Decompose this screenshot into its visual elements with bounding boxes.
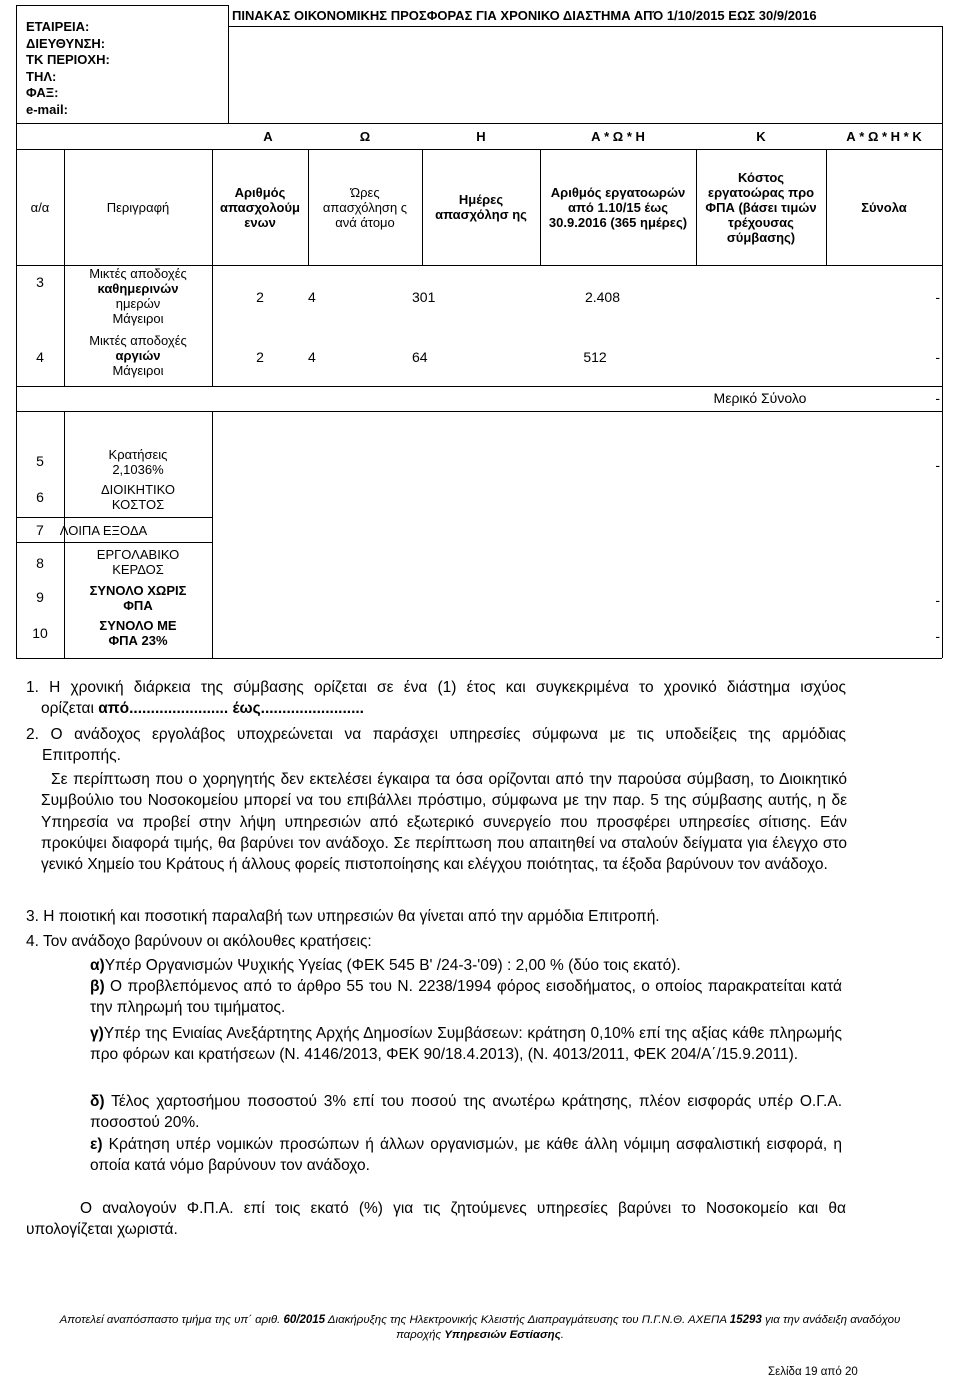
summary-line: ΕΡΓΟΛΑΒΙΚΟ (96, 547, 180, 562)
row-hours: 4 (308, 288, 316, 305)
deduction-c-text: Υπέρ της Ενιαίας Ανεξάρτητης Αρχής Δημοσίων Συμβάσεων: κράτηση 0,10% επί της αξίας κάθε πληρωμής προ φόρων και κρατήσεων (Ν. 4146/2013, ΦΕΚ 90/18.4.2013), (Ν. 4013/2011, ΦΕΚ 204/Α΄/15.9.2011). (90, 1025, 842, 1064)
col-desc: Περιγραφή (106, 199, 170, 215)
summary-value: - (935, 591, 940, 608)
footer-note (0, 1313, 960, 1343)
row-aa: 3 (36, 273, 44, 290)
grid-line (16, 542, 212, 543)
term-1-prefix: ορίζεται (41, 700, 94, 717)
deduction-d (90, 1091, 842, 1134)
desc-line: αργιών (115, 347, 161, 363)
row-desc (64, 265, 212, 327)
col-days: Ημέρες απασχόλησ ης (435, 192, 527, 222)
summary-aa: 5 (36, 452, 44, 469)
footer-line-2 (0, 1328, 960, 1343)
footer-text: Διακήρυξης της Ηλεκτρονικής Κλειστής Διαπραγμάτευσης του Π.Γ.Ν.Θ. ΑΧΕΠΑ (325, 1314, 730, 1326)
deduction-e-label: ε) (90, 1136, 103, 1153)
col-cost: Κόστος εργατοώρας προ ΦΠΑ (βάσει τιμών τρέχουσας σύμβασης) (705, 169, 817, 245)
summary-aa: 7 (36, 521, 44, 538)
summary-desc (64, 581, 212, 615)
company-field: ΔΙΕΥΘΥΝΣΗ: (26, 35, 106, 51)
row-hours: 4 (308, 348, 316, 365)
deduction-a-label: α) (90, 957, 105, 974)
deduction-b-text: Ο προβλεπόμενος από το άρθρο 55 του Ν. 2238/1994 φόρος εισοδήματος, ο οποίος παρακρατείται κατά την πληρωμή του τιμήματος. (90, 978, 842, 1017)
formula-o: Ω (359, 128, 371, 144)
deduction-e (90, 1134, 842, 1177)
formula-a: Α (263, 128, 273, 144)
summary-desc (64, 545, 212, 579)
deduction-d-label: δ) (90, 1093, 105, 1110)
formula-k: Κ (756, 128, 766, 144)
term-3: 3. Η ποιοτική και ποσοτική παραλαβή των υπηρεσιών θα γίνεται από την αρμόδια Επιτροπή. (26, 908, 660, 925)
summary-aa: 9 (36, 588, 44, 605)
formula-h: Η (476, 128, 486, 144)
desc-line: Μάγειροι (112, 311, 164, 326)
grid-line (16, 5, 228, 6)
summary-line: 2,1036% (112, 462, 164, 477)
footer-text: για την ανάδειξη αναδόχου (761, 1314, 901, 1326)
desc-line: Μικτές αποδοχές (89, 266, 187, 281)
summary-value: - (935, 456, 940, 473)
summary-desc (64, 616, 212, 650)
deduction-a-text: Υπέρ Οργανισμών Ψυχικής Υγείας (ΦΕΚ 545 Β' /24-3-'09) : 2,00 % (δύο τοις εκατό). (104, 957, 681, 974)
term-1-line-b (26, 698, 846, 719)
grid-line (16, 517, 212, 518)
footer-text: Αποτελεί αναπόσπαστο τμήμα της υπ΄ αριθ. (59, 1314, 284, 1326)
page-number: Σελίδα 19 από 20 (768, 1366, 858, 1378)
summary-line: ΣΥΝΟΛΟ ΜΕ (99, 618, 177, 633)
row-desc (64, 328, 212, 382)
deduction-e-text: Κράτηση υπέρ νομικών προσώπων ή άλλων οργανισμών, με κάθε άλλη νόμιμη ασφαλιστική εισφορά, η οποία κατά νόμο βαρύνουν τον ανάδοχο. (90, 1136, 842, 1175)
summary-line: ΚΕΡΔΟΣ (112, 562, 164, 577)
footer-line-1 (0, 1313, 960, 1328)
row-total: - (935, 288, 940, 305)
subtotal-label: Μερικό Σύνολο (713, 390, 807, 406)
desc-line: ημερών (115, 296, 161, 311)
page-title: ΠΙΝΑΚΑΣ ΟΙΚΟΝΟΜΙΚΗΣ ΠΡΟΣΦΟΡΑΣ ΓΙΑ ΧΡΟΝΙΚΟ ΔΙΑΣΤΗΜΑ ΑΠΌ 1/10/2015 ΕΩΣ 30/9/2016 (232, 8, 817, 23)
col-hours: Ώρες απασχόληση ς ανά άτομο (322, 184, 408, 230)
subtotal-value: - (935, 390, 940, 406)
desc-line: Μάγειροι (112, 362, 164, 378)
term-2-body: Σε περίπτωση που ο χορηγητής δεν εκτελέσει έγκαιρα τα όσα ορίζονται από την παρούσα σύμβαση, το Διοικητικό Συμβούλιο του Νοσοκομείου μπορεί να του επιβάλλει πρόστιμο, σύμφωνα με την παρ. 5 της σύμβασης αυτής, η δε Υπηρεσία να προβεί στην λήψη υπηρεσιών από εξωτερικό συνεργείο που προσφέρει υπηρεσίες σίτισης. Εάν προκύψει διαφορά τιμής, θα βαρύνει τον ανάδοχο. Σε περίπτωση που απαιτηθεί να σταλούν δείγματα για έλεγχο στο γενικό Χημείο του Κράτους ή άλλους φορείς πιστοποίησης και ελέγχου ποιότητας, τα έξοδα βαρύνουν τον ανάδοχο. (41, 771, 847, 874)
desc-line: Μικτές αποδοχές (89, 332, 187, 348)
col-employees: Αριθμός απασχολούμ ενων (220, 184, 300, 230)
row-manhours: 512 (583, 348, 607, 365)
col-total: Σύνολα (861, 199, 907, 215)
grid-line (228, 5, 229, 123)
row-days: 64 (412, 348, 428, 365)
deduction-c (90, 1023, 842, 1066)
company-field: ΤΚ ΠΕΡΙΟΧΗ: (26, 52, 110, 67)
row-aa: 4 (36, 348, 44, 365)
deduction-d-text: Τέλος χαρτοσήμου ποσοστού 3% επί του ποσού της ανωτέρω κράτησης, πλέον εισφοράς υπέρ Ο.Γ.Α. ποσοστού 20%. (90, 1093, 842, 1132)
deduction-b-label: β) (90, 978, 105, 995)
summary-aa: 10 (32, 624, 48, 641)
term-1-to: έως........................ (232, 700, 364, 717)
term-2-line-a: 2. Ο ανάδοχος εργολάβος υποχρεώνεται να παράσχει υπηρεσίες σύμφωνα με τις υποδείξεις της αρμόδιας (26, 726, 846, 743)
term-1-line-a: 1. Η χρονική διάρκεια της σύμβασης ορίζεται σε ένα (1) έτος και συγκεκριμένα το χρονικό διάστημα ισχύος (26, 679, 846, 696)
row-manhours: 2.408 (584, 288, 620, 305)
formula-aoh: Α * Ω * Η (591, 128, 645, 144)
row-total: - (935, 348, 940, 365)
grid-line (16, 411, 942, 412)
summary-line: ΣΥΝΟΛΟ ΧΩΡΙΣ (89, 583, 187, 598)
col-aa: α/α (30, 199, 50, 215)
summary-line: ΦΠΑ (123, 598, 153, 613)
summary-aa: 6 (36, 488, 44, 505)
company-field: ΤΗΛ: (26, 68, 57, 84)
row-days: 301 (412, 288, 436, 305)
formula-aohk: Α * Ω * Η * Κ (846, 128, 922, 144)
summary-value: - (935, 627, 940, 644)
summary-desc (64, 480, 212, 514)
summary-line: ΦΠΑ 23% (108, 633, 168, 648)
deduction-b (90, 976, 842, 1019)
desc-line: καθημερινών (97, 281, 179, 296)
summary-line: ΚΟΣΤΟΣ (111, 497, 165, 512)
term-4: 4. Τον ανάδοχο βαρύνουν οι ακόλουθες κρατήσεις: (26, 933, 372, 950)
footer-text: . (560, 1329, 564, 1341)
summary-line: Κρατήσεις (108, 447, 168, 462)
summary-line: ΛΟΙΠΑ ΕΞΟΔΑ (59, 522, 148, 538)
footer-ref: 60/2015 (283, 1314, 326, 1326)
company-field: ΦΑΞ: (26, 85, 59, 100)
deduction-c-label: γ) (90, 1025, 104, 1042)
company-block (26, 19, 110, 118)
deduction-a (90, 955, 846, 976)
row-employees: 2 (256, 288, 264, 305)
term-1-from: από....................... (98, 700, 229, 717)
footer-ref: Υπηρεσιών Εστίασης (444, 1329, 561, 1341)
grid-line (16, 658, 942, 659)
closing-paragraph: Ο αναλογούν Φ.Π.Α. επί τοις εκατό (%) για τις ζητούμενες υπηρεσίες βαρύνει το Νοσοκομείο και θα υπολογίζεται χωριστά. (26, 1200, 846, 1239)
summary-aa: 8 (36, 554, 44, 571)
company-field: e-mail: (26, 101, 68, 117)
grid-line (228, 26, 942, 27)
footer-ref: 15293 (729, 1314, 762, 1326)
footer-text: παροχής (396, 1329, 445, 1341)
col-manhours: Αριθμός εργατοωρών από 1.10/15 έως 30.9.2016 (365 ημέρες) (548, 184, 688, 230)
row-employees: 2 (256, 348, 264, 365)
summary-row-7 (16, 519, 216, 541)
summary-line: ΔΙΟΙΚΗΤΙΚΟ (100, 482, 175, 497)
summary-desc (64, 444, 212, 480)
company-field: ΕΤΑΙΡΕΙΑ: (26, 19, 90, 34)
term-2-line-b: Επιτροπής. (42, 747, 121, 764)
grid-line (942, 26, 943, 658)
